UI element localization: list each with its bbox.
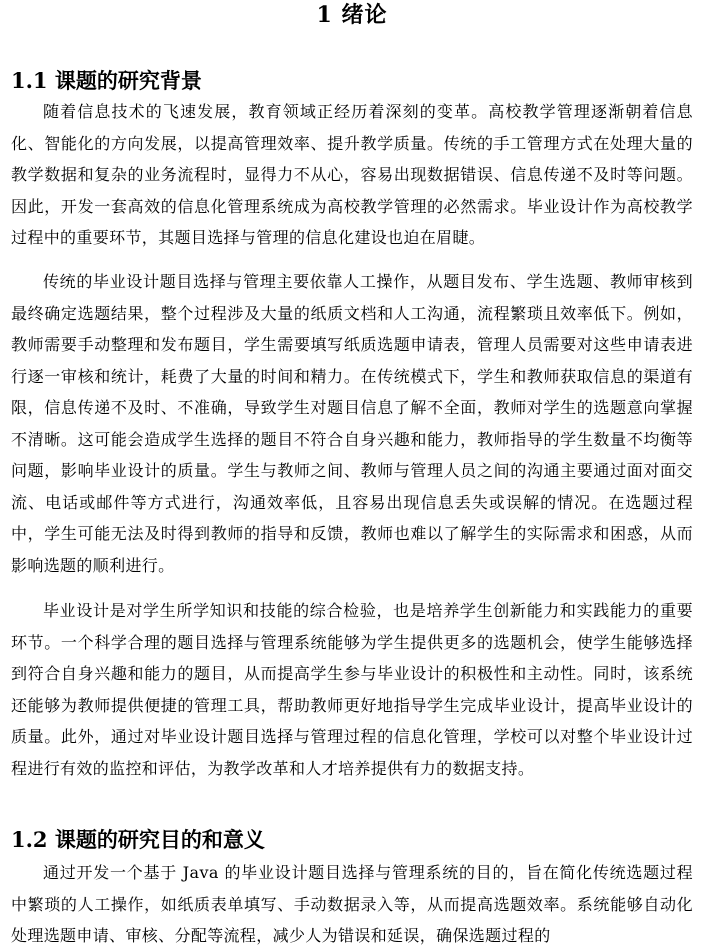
- paragraph: 毕业设计是对学生所学知识和技能的综合检验，也是培养学生创新能力和实践能力的重要环节。一个科学合理的题目选择与管理系统能够为学生提供更多的选题机会，使学生能够选择到符合自身兴趣和能力的题目，从而提高学生参与毕业设计的积极性和主动性。同时，该系统还能够为教师提供便捷的管理工具，帮助教师更好地指导学生完成毕业设计，提高毕业设计的质量。此外，通过对毕业设计题目选择与管理过程的信息化管理，学校可以对整个毕业设计过程进行有效的监控和评估，为教学改革和人才培养提供有力的数据支持。: [11, 601, 693, 778]
- paragraph: 随着信息技术的飞速发展，教育领域正经历着深刻的变革。高校教学管理逐渐朝着信息化、智能化的方向发展，以提高管理效率、提升教学质量。传统的手工管理方式在处理大量的教学数据和复杂的业务流程时，显得力不从心，容易出现数据错误、信息传递不及时等问题。因此，开发一套高效的信息化管理系统成为高校教学管理的必然需求。毕业设计作为高校教学过程中的重要环节，其题目选择与管理的信息化建设也迫在眉睫。: [11, 102, 693, 247]
- paragraph: 通过开发一个基于 Java 的毕业设计题目选择与管理系统的目的，旨在简化传统选题过程中繁琐的人工操作，如纸质表单填写、手动数据录入等，从而提高选题效率。系统能够自动化处理选题申请、审核、分配等流程，减少人为错误和延误，确保选题过程的: [11, 863, 693, 945]
- paragraph: 传统的毕业设计题目选择与管理主要依靠人工操作，从题目发布、学生选题、教师审核到最终确定选题结果，整个过程涉及大量的纸质文档和人工沟通，流程繁琐且效率低下。例如，教师需要手动整理和发布题目，学生需要填写纸质选题申请表，管理人员需要对这些申请表进行逐一审核和统计，耗费了大量的时间和精力。在传统模式下，学生和教师获取信息的渠道有限，信息传递不及时、不准确，导致学生对题目信息了解不全面，教师对学生的选题意向掌握不清晰。这可能会造成学生选择的题目不符合自身兴趣和能力，教师指导的学生数量不均衡等问题，影响毕业设计的质量。学生与教师之间、教师与管理人员之间的沟通主要通过面对面交流、电话或邮件等方式进行，沟通效率低，且容易出现信息丢失或误解的情况。在选题过程中，学生可能无法及时得到教师的指导和反馈，教师也难以了解学生的实际需求和困惑，从而影响选题的顺利进行。: [11, 272, 693, 575]
- section-heading-1-1: 1.1 课题的研究背景: [11, 68, 202, 93]
- chapter-title: 1 绪论: [316, 2, 388, 28]
- section-heading-1-2: 1.2 课题的研究目的和意义: [11, 827, 265, 852]
